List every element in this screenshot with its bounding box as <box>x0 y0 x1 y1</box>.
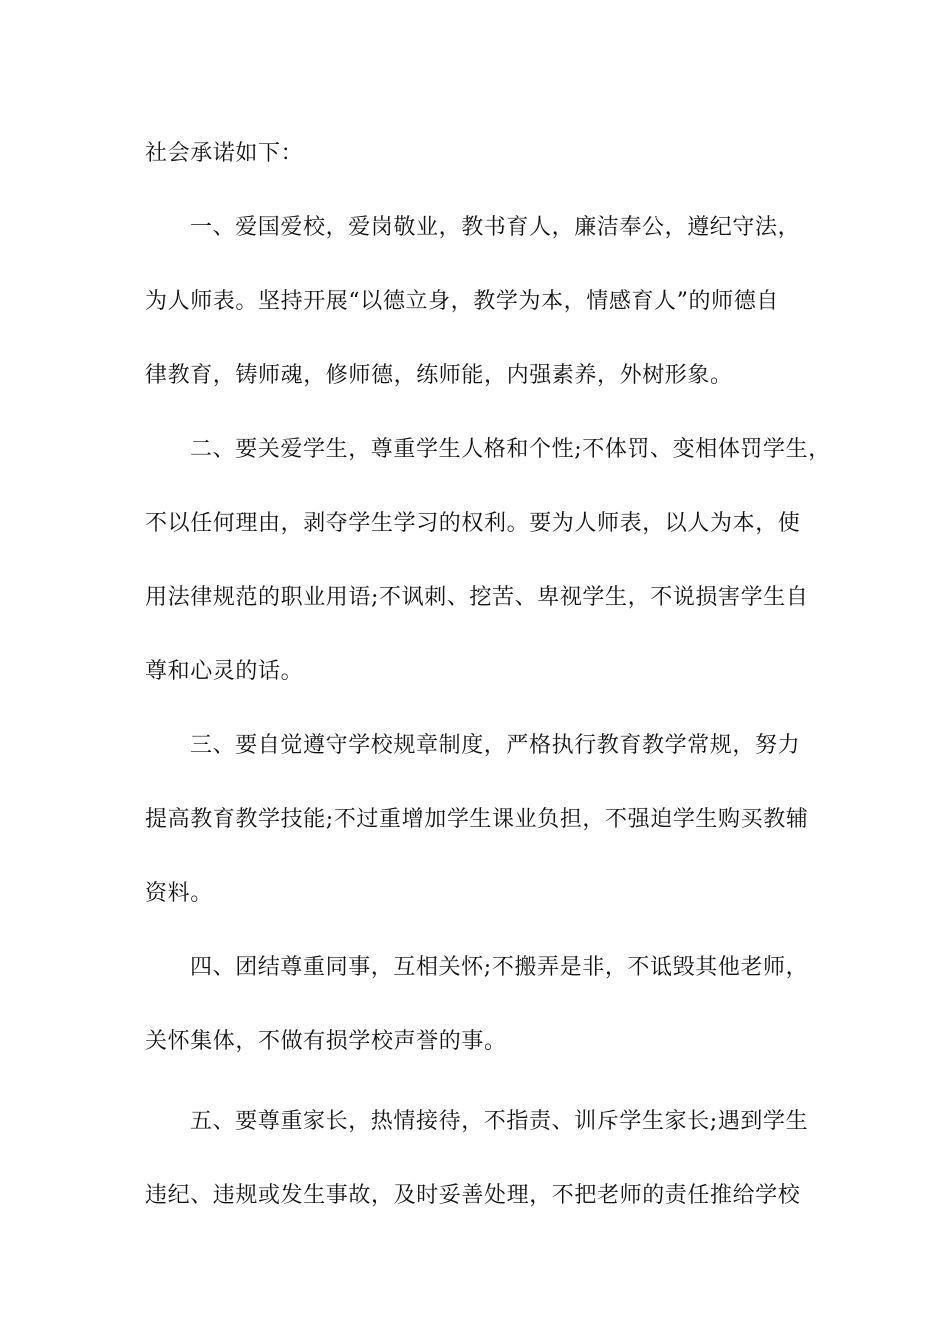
text-line: 三、要自觉遵守学校规章制度，严格执行教育教学常规，努力 <box>190 733 801 758</box>
text-line: 社会承诺如下： <box>145 141 304 166</box>
text-line: 律教育，铸师魂，修师德，练师能，内强素养，外树形象。 <box>145 363 733 388</box>
text-line: 不以任何理由，剥夺学生学习的权利。要为人师表，以人为本，使 <box>145 511 801 536</box>
text-line: 二、要关爱学生，尊重学生人格和个性;不体罚、变相体罚学生， <box>190 437 831 462</box>
text-line: 关怀集体，不做有损学校声誉的事。 <box>145 1029 507 1054</box>
text-line: 提高教育教学技能;不过重增加学生课业负担，不强迫学生购买教辅 <box>145 807 809 832</box>
text-line: 五、要尊重家长，热情接待，不指责、训斥学生家长;遇到学生 <box>190 1109 809 1134</box>
text-line: 用法律规范的职业用语;不讽刺、挖苦、卑视学生，不说损害学生自 <box>145 585 809 610</box>
text-line: 四、团结尊重同事，互相关怀;不搬弄是非，不诋毁其他老师， <box>190 955 809 980</box>
text-line: 一、爱国爱校，爱岗敬业，教书育人，廉洁奉公，遵纪守法， <box>190 215 801 240</box>
text-line: 违纪、违规或发生事故，及时妥善处理，不把老师的责任推给学校 <box>145 1183 801 1208</box>
text-line: 尊和心灵的话。 <box>145 659 304 684</box>
text-line: 为人师表。坚持开展“以德立身，教学为本，情感育人”的师德自 <box>145 289 779 314</box>
text-line: 资料。 <box>145 881 213 906</box>
